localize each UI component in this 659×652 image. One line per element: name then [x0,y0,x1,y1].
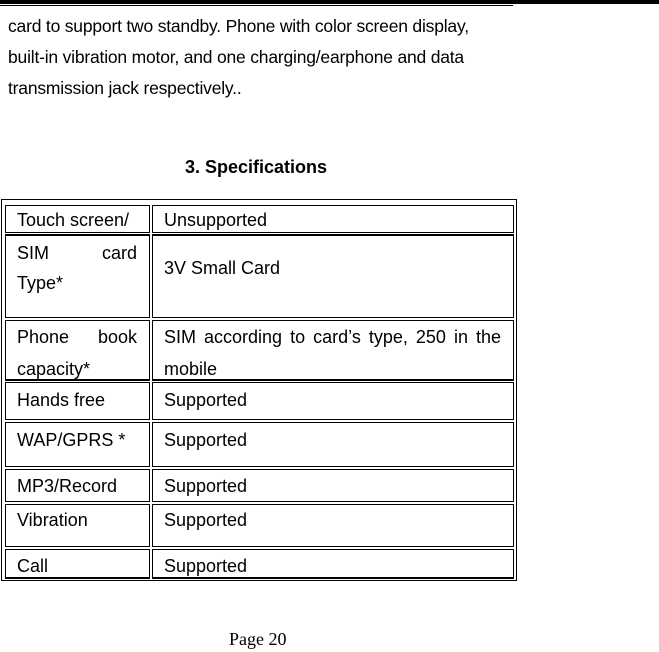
table-cell-value [152,320,514,381]
cell-text: Phone book [17,327,137,347]
table-cell-label [5,205,150,233]
table-cell-label [5,422,150,467]
cell-text: Supported [164,556,248,576]
top-thin-rule [0,5,513,6]
cell-text: MP3/Record [17,476,118,496]
cell-text: capacity* [17,359,91,379]
cell-text: Unsupported [164,210,268,230]
table-cell-value [152,549,514,579]
cell-text: Supported [164,430,248,450]
table-cell-label [5,504,150,547]
paragraph-line: transmission jack respectively.. [8,78,242,98]
table-cell-label [5,549,150,579]
table-cell-label [5,234,150,318]
cell-text: Call [17,556,49,576]
paragraph-line: built-in vibration motor, and one charging/earphone and data [8,47,464,67]
table-cell-label [5,469,150,502]
page-number: Page 20 [229,629,287,649]
table-cell-value [152,504,514,547]
cell-text: 3V Small Card [164,258,281,278]
cell-text: SIM card [17,243,137,263]
intro-paragraph [8,11,514,104]
table-cell-value [152,205,514,233]
table-cell-label [5,382,150,420]
cell-text: Type* [17,273,64,293]
table-cell-value [152,382,514,420]
section-heading: 3. Specifications [185,157,328,177]
cell-text: WAP/GPRS * [17,430,126,450]
table-cell-value [152,469,514,502]
cell-text: Supported [164,510,248,530]
table-cell-label [5,320,150,381]
table-cell-value [152,422,514,467]
cell-text: mobile [164,359,218,379]
cell-text: Hands free [17,390,106,410]
paragraph-line: card to support two standby. Phone with color screen display, [8,16,469,36]
cell-text: Supported [164,476,248,496]
cell-text: Vibration [17,510,88,530]
top-thick-rule [0,0,659,4]
cell-text: Touch screen/ [17,210,130,230]
cell-text: SIM according to card’s type, 250 in the [164,327,501,347]
specifications-table [1,199,517,581]
table-cell-value [152,234,514,318]
cell-text: Supported [164,390,248,410]
